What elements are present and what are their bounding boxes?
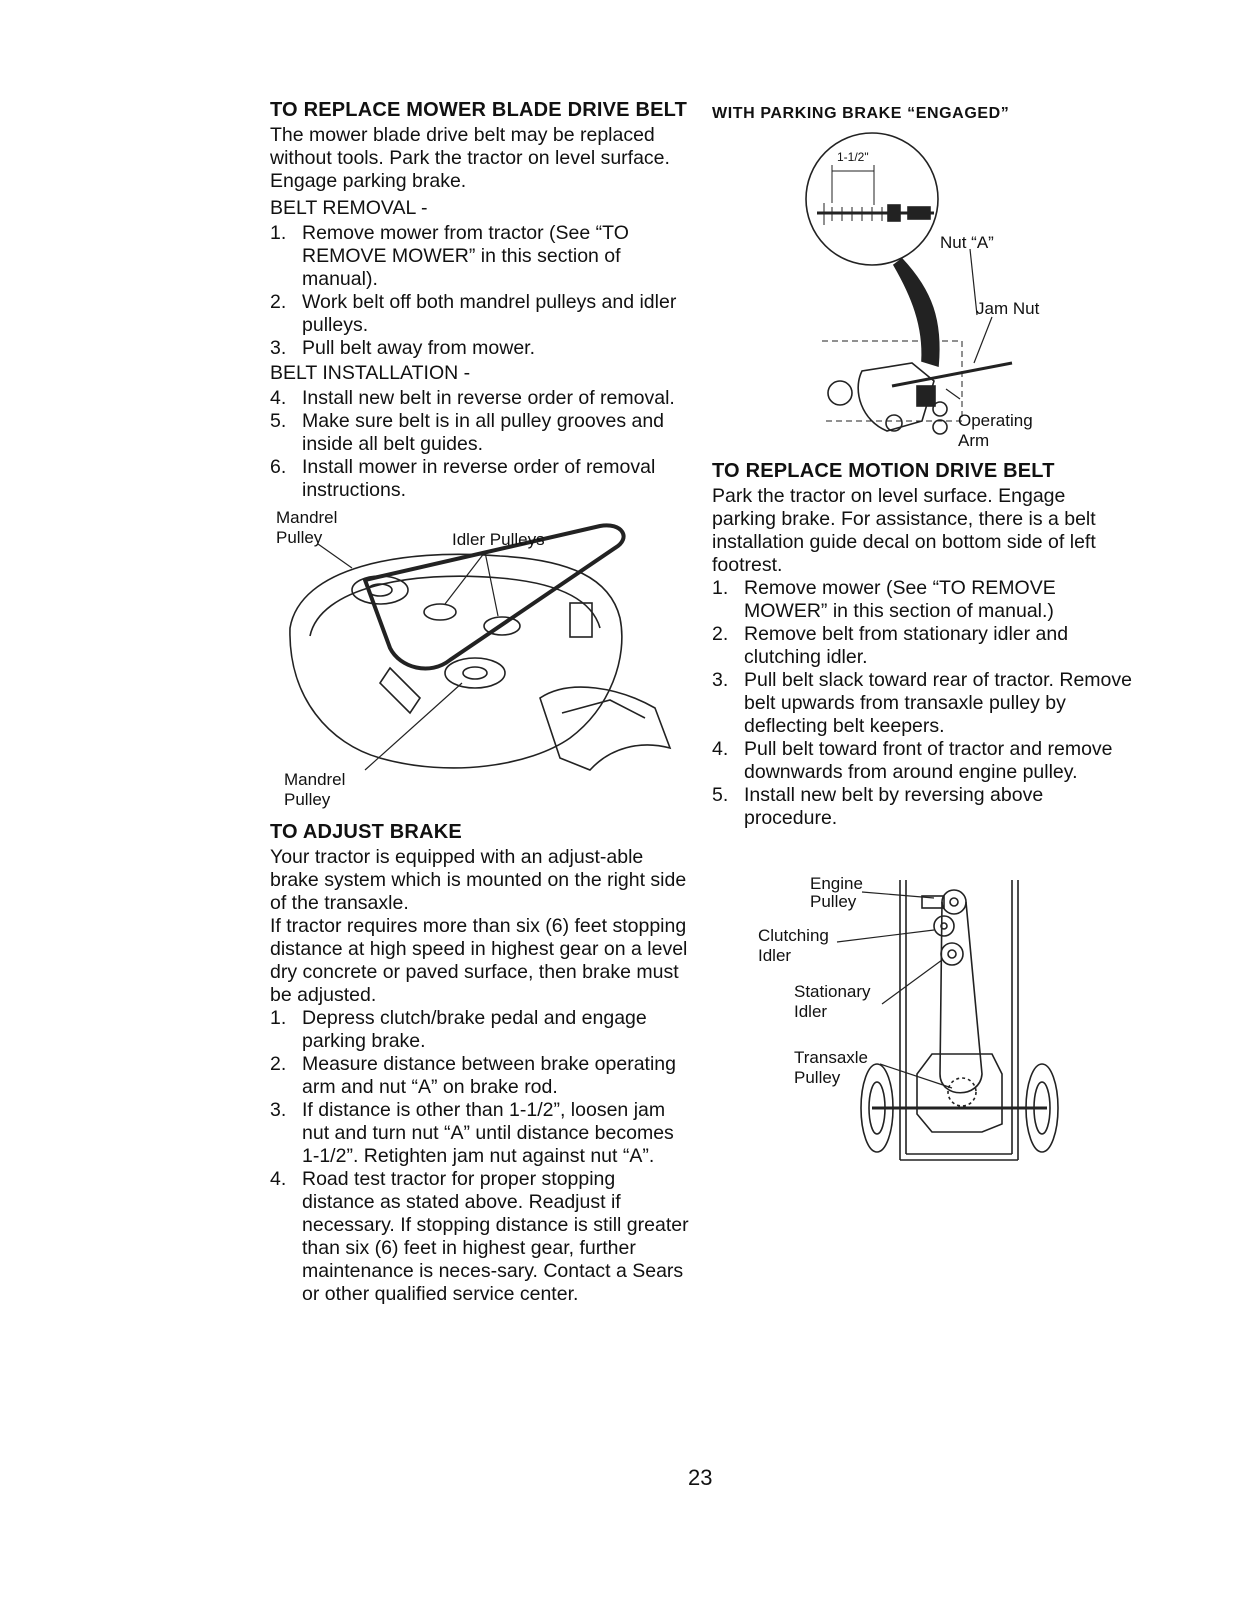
list-item — [270, 1053, 690, 1099]
label-nut-a: Nut “A” — [940, 233, 994, 252]
step-number: 2. — [270, 291, 287, 313]
axle-hub — [828, 381, 852, 405]
magnifier-projection — [894, 259, 939, 366]
step-number: 4. — [270, 1168, 287, 1190]
detail-magnifier-circle — [806, 133, 938, 265]
step-number: 1. — [712, 577, 729, 599]
step-number: 4. — [270, 387, 287, 409]
list-item — [712, 669, 1132, 738]
step-text: Pull belt slack toward rear of tractor. Remove belt upwards from transaxle pulley by deflecting belt keepers. — [744, 669, 1132, 737]
mower-deck-figure — [270, 508, 690, 814]
label-stationary-idler: Idler — [794, 1002, 828, 1021]
step-number: 1. — [270, 1007, 287, 1029]
step-text: If distance is other than 1-1/2”, loosen jam nut and turn nut “A” until distance becomes 1-1/2”. Retighten jam nut against nut “A”. — [302, 1099, 674, 1167]
label-arm: Arm — [958, 431, 990, 450]
step-number: 3. — [270, 1099, 287, 1121]
belt-installation-label: BELT INSTALLATION - — [270, 362, 471, 384]
jam-nut-shape — [908, 207, 930, 219]
deck-hanger — [380, 668, 420, 713]
label-stationary: Stationary — [794, 982, 871, 1001]
step-text: Pull belt away from mower. — [302, 337, 536, 359]
label-mandrel-bottom: Mandrel — [284, 770, 346, 789]
step-number: 4. — [712, 738, 729, 760]
motion-belt-steps — [712, 577, 1132, 830]
step-text: Measure distance between brake operating arm and nut “A” on brake rod. — [302, 1053, 676, 1098]
label-clutching: Clutching — [758, 926, 829, 945]
blade-belt-intro: The mower blade drive belt may be replaced without tools. Park the tractor on level surface. Engage parking brake. — [270, 124, 670, 192]
brake-figure — [712, 131, 1132, 451]
step-text: Install new belt in reverse order of removal. — [302, 387, 675, 409]
motion-belt-illustration — [712, 874, 1132, 1174]
step-number: 3. — [270, 337, 287, 359]
mandrel-pulley-right-hub — [463, 667, 487, 679]
stationary-idler — [941, 943, 963, 965]
step-text: Depress clutch/brake pedal and engage parking brake. — [302, 1007, 647, 1052]
chute-detail — [562, 700, 645, 718]
label-engine: Engine — [810, 874, 863, 893]
step-text: Work belt off both mandrel pulleys and idler pulleys. — [302, 291, 677, 336]
leader-stationary-idler — [882, 960, 942, 1004]
list-item — [270, 456, 690, 502]
nut-a-shape — [888, 205, 900, 221]
leader-jam-nut — [974, 317, 992, 363]
motion-belt-figure — [712, 874, 1132, 1174]
list-item — [712, 784, 1132, 830]
list-item — [712, 623, 1132, 669]
step-text: Remove mower from tractor (See “TO REMOVE MOWER” in this section of manual). — [302, 222, 629, 290]
step-text: Install new belt by reversing above procedure. — [744, 784, 1044, 829]
motion-belt-intro: Park the tractor on level surface. Engage parking brake. For assistance, there is a belt installation guide decal on bottom side of left footrest. — [712, 485, 1096, 576]
step-text: Remove mower (See “TO REMOVE MOWER” in this section of manual.) — [744, 577, 1056, 622]
leader-operating-arm — [946, 389, 960, 399]
belt-removal-label: BELT REMOVAL - — [270, 197, 428, 219]
step-number: 6. — [270, 456, 287, 478]
label-engine-pulley: Pulley — [810, 892, 857, 911]
step-number: 5. — [712, 784, 729, 806]
list-item — [712, 577, 1132, 623]
operating-arm-nut — [917, 386, 935, 406]
mandrel-pulley-right — [445, 658, 505, 688]
bolt-1 — [933, 402, 947, 416]
bolt-2 — [933, 420, 947, 434]
stationary-idler-hub — [948, 950, 956, 958]
label-jam-nut: Jam Nut — [976, 299, 1040, 318]
list-item — [270, 1007, 690, 1053]
step-text: Pull belt toward front of tractor and remove downwards from around engine pulley. — [744, 738, 1113, 783]
motion-drive-belt — [940, 902, 982, 1093]
leader-mandrel-bottom — [365, 683, 462, 770]
brake-figure-caption: WITH PARKING BRAKE “ENGAGED” — [712, 105, 1010, 122]
belt-removal-steps — [270, 222, 690, 360]
blade-belt-heading: TO REPLACE MOWER BLADE DRIVE BELT — [270, 99, 687, 121]
list-item — [270, 387, 690, 410]
step-number: 2. — [270, 1053, 287, 1075]
list-item — [270, 291, 690, 337]
label-pulley-top: Pulley — [276, 528, 323, 547]
step-number: 2. — [712, 623, 729, 645]
step-number: 5. — [270, 410, 287, 432]
brake-condition: If tractor requires more than six (6) feet stopping distance at high speed in highest gear on a level dry concrete or paved surface, then brake must be adjusted. — [270, 915, 688, 1006]
leader-idler-2 — [485, 552, 498, 616]
step-text: Install mower in reverse order of removal instructions. — [302, 456, 656, 501]
leader-mandrel-top — [318, 544, 352, 568]
page-number: 23 — [688, 1465, 713, 1490]
list-item — [270, 337, 690, 360]
mandrel-pulley-left-hub — [368, 584, 392, 596]
label-transaxle: Transaxle — [794, 1048, 869, 1067]
label-transaxle-pulley: Pulley — [794, 1068, 841, 1087]
left-column — [270, 98, 690, 1306]
engine-pulley — [942, 890, 966, 914]
brake-intro: Your tractor is equipped with an adjust-able brake system which is mounted on the right side of the transaxle. — [270, 846, 687, 914]
list-item — [270, 1099, 690, 1168]
list-item — [270, 222, 690, 291]
mower-deck-illustration — [270, 508, 690, 814]
step-number: 1. — [270, 222, 287, 244]
brake-rod-illustration — [712, 131, 1132, 451]
belt-installation-steps — [270, 387, 690, 502]
step-text: Make sure belt is in all pulley grooves and inside all belt guides. — [302, 410, 665, 455]
engine-pulley-hub — [950, 898, 958, 906]
brake-rod — [892, 363, 1012, 386]
adjust-brake-heading: TO ADJUST BRAKE — [270, 821, 462, 843]
step-number: 3. — [712, 669, 729, 691]
clutching-idler — [934, 916, 954, 936]
list-item — [270, 410, 690, 456]
label-operating: Operating — [958, 411, 1033, 430]
motion-belt-heading: TO REPLACE MOTION DRIVE BELT — [712, 460, 1055, 482]
list-item — [712, 738, 1132, 784]
step-text: Road test tractor for proper stopping distance as stated above. Readjust if necessary. If stopping distance is still greater than six (6) feet in highest gear, further maintenance is neces-sary. Contact a Sears or other qualified service center. — [302, 1168, 689, 1305]
step-text: Remove belt from stationary idler and clutching idler. — [744, 623, 1069, 668]
label-idler-pulleys: Idler Pulleys — [452, 530, 545, 549]
label-pulley-bottom: Pulley — [284, 790, 331, 809]
label-clutching-idler: Idler — [758, 946, 792, 965]
idler-pulley-1 — [424, 604, 456, 620]
list-item — [270, 1168, 690, 1306]
leader-clutching-idler — [837, 930, 934, 942]
label-mandrel-top: Mandrel — [276, 508, 338, 527]
brake-steps — [270, 1007, 690, 1306]
label-dimension: 1-1/2" — [837, 150, 869, 164]
right-column — [712, 98, 1132, 1174]
leader-engine-pulley — [862, 892, 934, 898]
